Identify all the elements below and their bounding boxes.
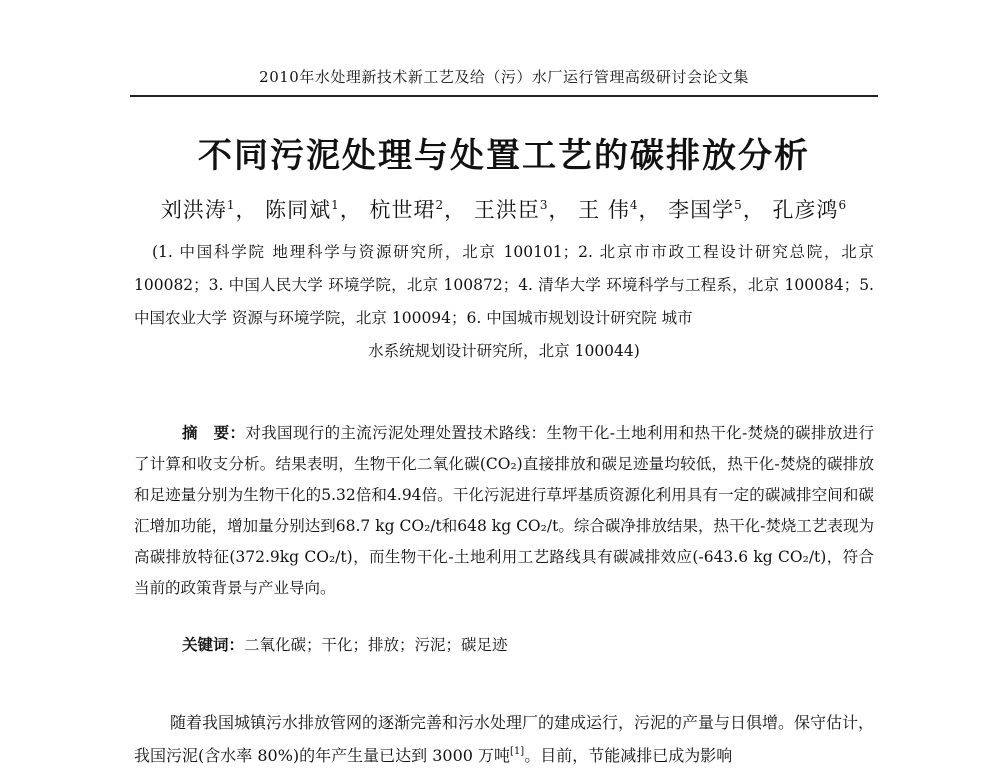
keywords-text: 二氧化碳；干化；排放；污泥；碳足迹: [244, 636, 508, 654]
author-separator: ，: [638, 198, 661, 222]
keywords: [182, 633, 872, 655]
affiliations-text: (1. 中国科学院 地理科学与资源研究所，北京 100101；2. 北京市市政工程设计研究总院，北京 100082；3. 中国人民大学 环境学院，北京 100872；4. 清华大学 环境科学与工程系，北京 100084；5. 中国农业大学 资源与环境学院，北京 100094；6. 中国城市规划设计研究院 城市: [134, 243, 874, 327]
author-name: 王 伟: [578, 198, 630, 222]
author-affiliation-mark: 4: [629, 198, 639, 212]
keywords-label: 关键词：: [182, 636, 245, 654]
author-name: 李国学: [668, 198, 735, 222]
affiliations-last-line: 水系统规划设计研究所，北京 100044): [368, 342, 640, 360]
author-name: 刘洪涛: [160, 198, 227, 222]
running-header: 2010年水处理新技术新工艺及给（污）水厂运行管理高级研讨会论文集: [259, 68, 749, 86]
abstract: [134, 418, 874, 604]
author-separator: ，: [444, 198, 467, 222]
author-separator: ，: [548, 198, 571, 222]
paper-title: 不同污泥处理与处置工艺的碳排放分析: [198, 136, 810, 176]
author-affiliation-mark: 6: [838, 198, 848, 212]
abstract-label: 摘 要：: [182, 424, 246, 442]
body-text: 随着我国城镇污水排放管网的逐渐完善和污水处理厂的建成运行，污泥的产量与日俱增。保守估计，我国污泥(含水率 80%)的年产生量已达到 3000 万吨: [134, 713, 875, 765]
author-list: [130, 194, 878, 224]
author-affiliation-mark: 3: [539, 198, 549, 212]
citation-reference: [1]: [510, 746, 525, 757]
body-text-continued: 。目前，节能减排已成为影响: [524, 746, 733, 765]
author-affiliation-mark: 5: [734, 198, 743, 212]
author-affiliation-mark: 1: [226, 198, 236, 212]
body-paragraph: [134, 706, 874, 772]
author-separator: ，: [742, 198, 765, 222]
author-name: 杭世珺: [369, 198, 436, 222]
author-separator: ，: [339, 198, 362, 222]
author-name: 陈同斌: [265, 198, 332, 222]
author-name: 王洪臣: [473, 198, 540, 222]
affiliations: [134, 236, 874, 368]
author-affiliation-mark: 1: [331, 198, 340, 212]
abstract-text: 对我国现行的主流污泥处理处置技术路线：生物干化-土地利用和热干化-焚烧的碳排放进行了计算和收支分析。结果表明，生物干化二氧化碳(CO₂)直接排放和碳足迹量均较低，热干化-焚烧的碳排放和足迹量分别为生物干化的5.32倍和4.94倍。干化污泥进行草坪基质资源化利用具有一定的碳减排空间和碳汇增加功能，增加量分别达到68.7 kg CO₂/t和648 kg CO₂/t。综合碳净排放结果，热干化-焚烧工艺表现为高碳排放特征(372.9kg CO₂/t)，而生物干化-土地利用工艺路线具有碳减排效应(-643.6 kg CO₂/t)，符合当前的政策背景与产业导向。: [134, 424, 874, 597]
author-affiliation-mark: 2: [435, 198, 445, 212]
header-rule: [130, 95, 878, 97]
author-name: 孔彦鸿: [772, 198, 839, 222]
author-separator: ，: [235, 198, 258, 222]
